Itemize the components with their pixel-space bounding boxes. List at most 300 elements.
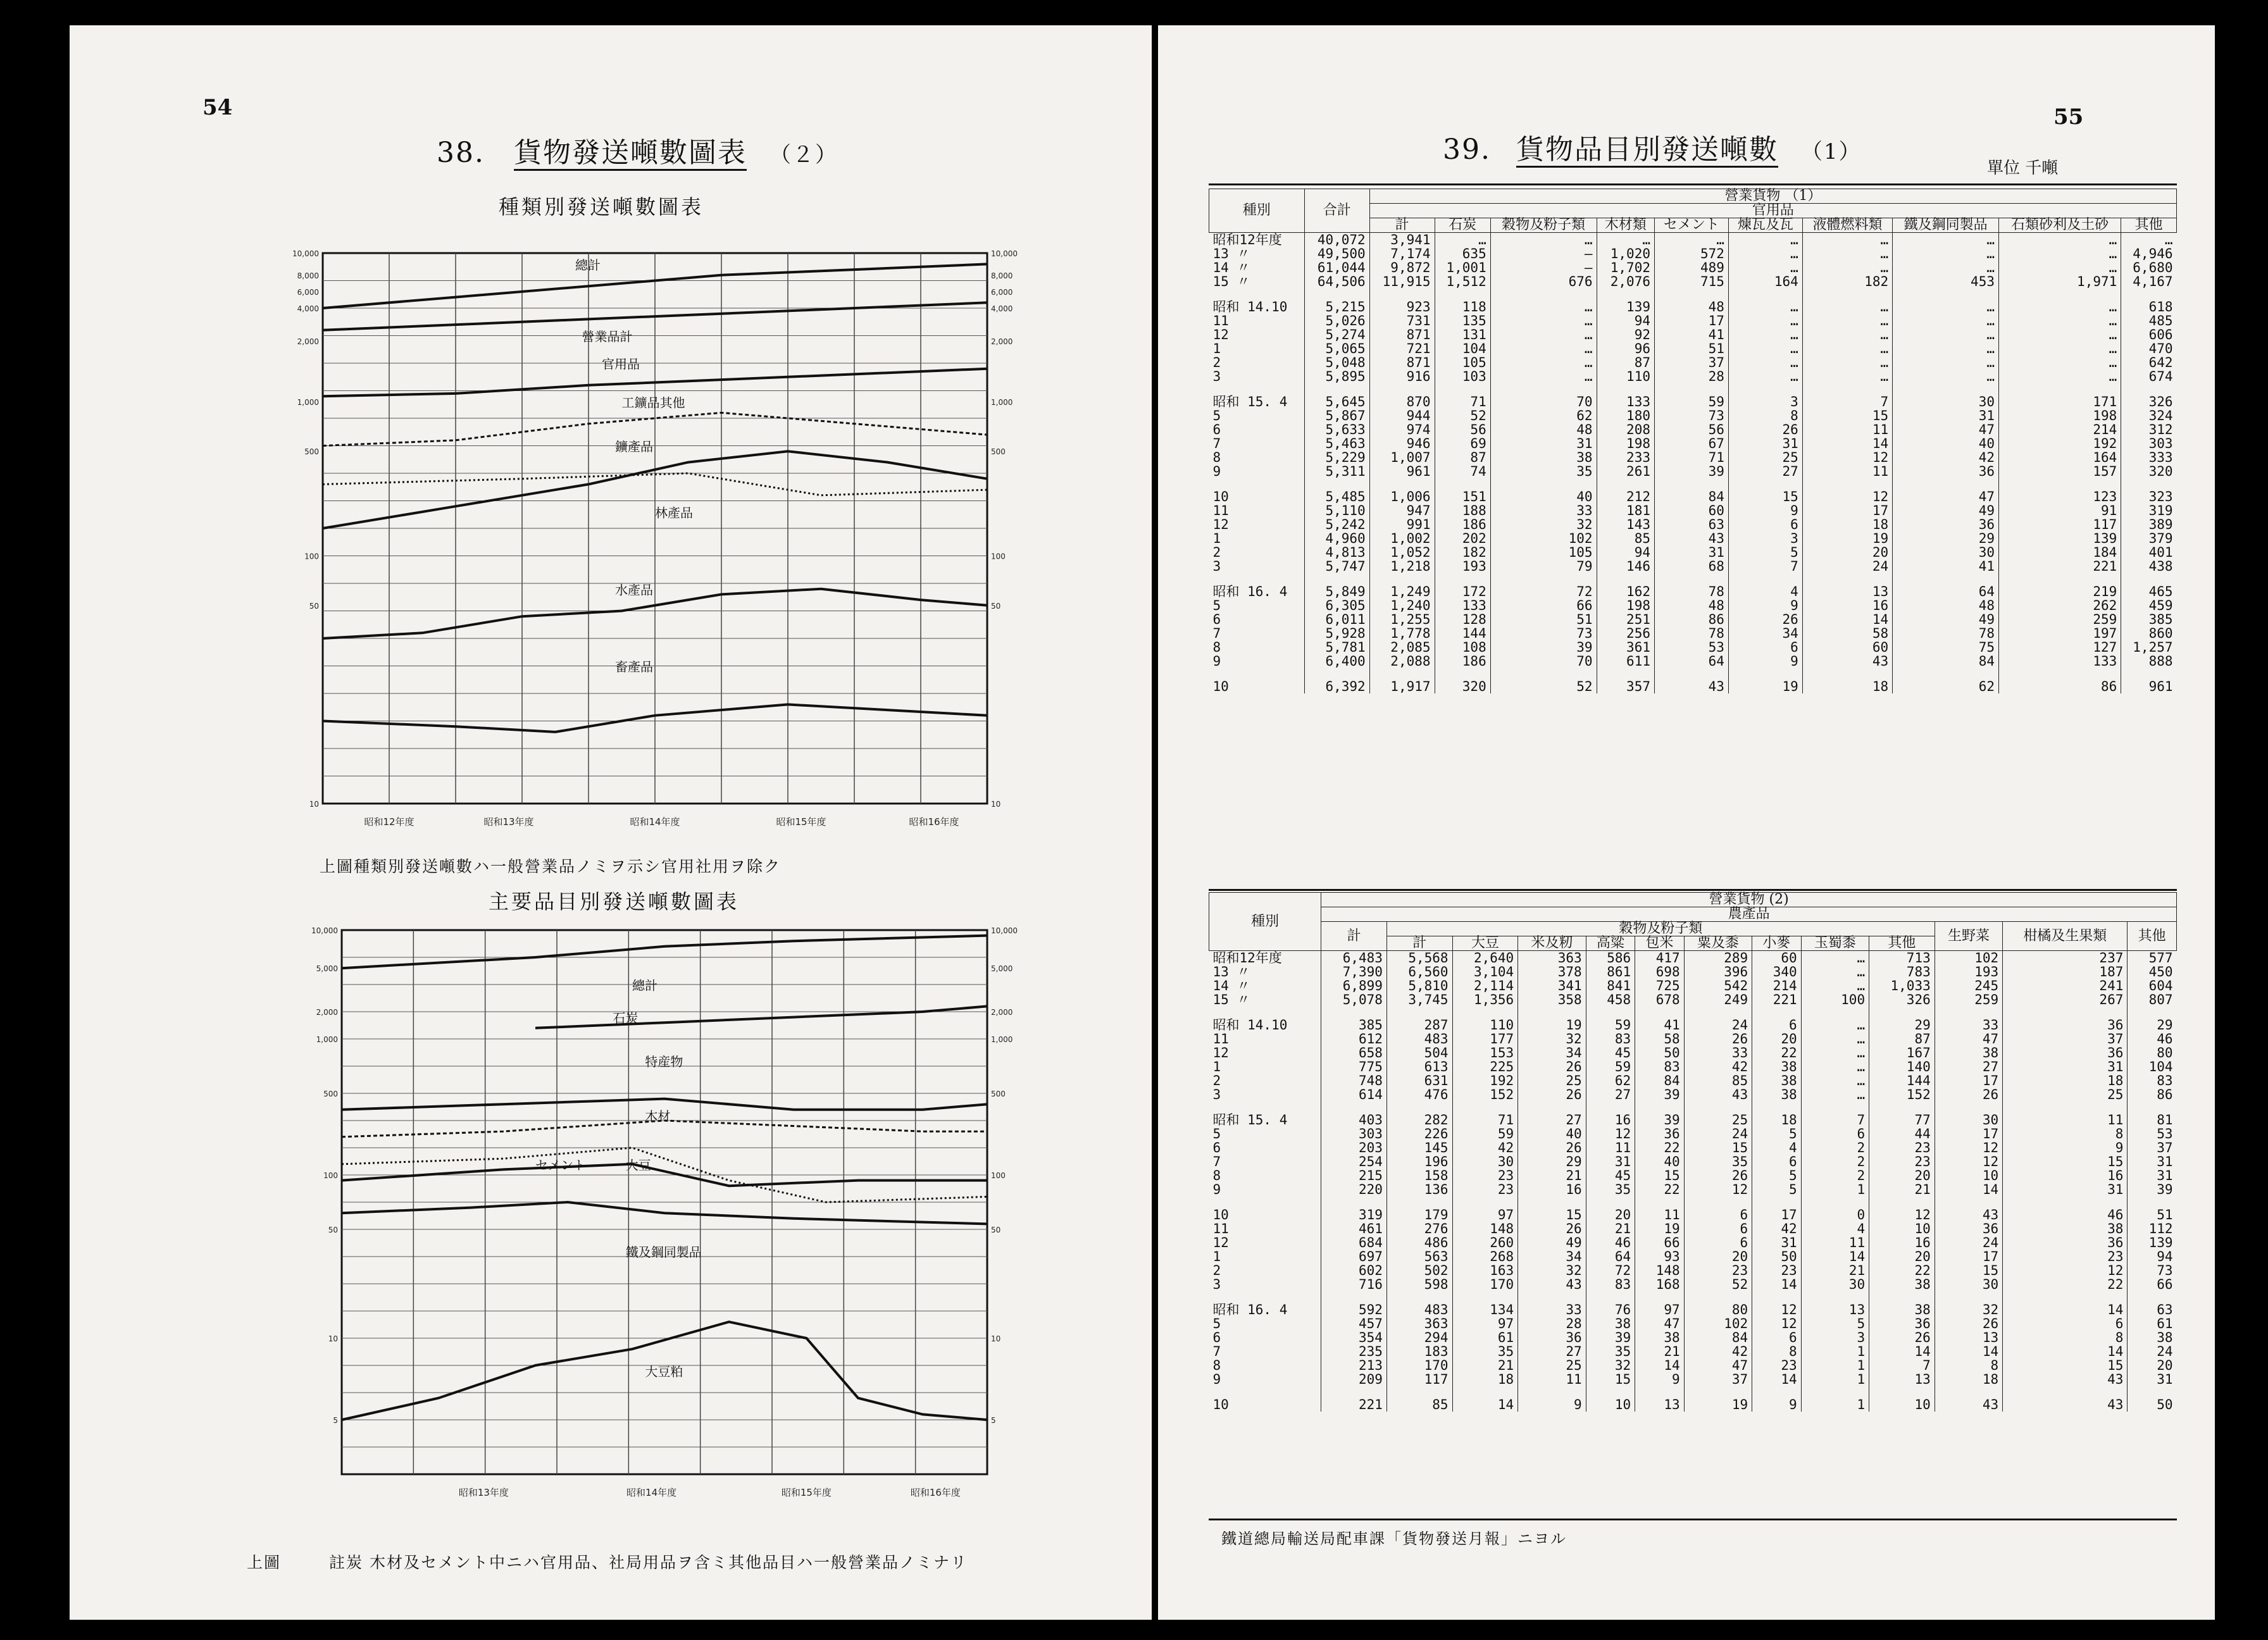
- table-cell: 86: [1654, 612, 1728, 626]
- table-row: [1209, 979, 2177, 993]
- table-cell: 215: [1321, 1169, 1387, 1183]
- table-cell: 13: [1801, 1303, 1869, 1317]
- th-other2: 其他: [2128, 922, 2177, 951]
- th-group: 營業貨物 （1）: [1369, 189, 2176, 204]
- table-cell: 6: [1684, 1208, 1752, 1222]
- table-cell: 586: [1586, 951, 1635, 966]
- table-cell: 326: [2121, 395, 2177, 409]
- table-cell: 453: [1893, 275, 1999, 289]
- table-cell: 164: [1728, 275, 1802, 289]
- table-cell: …: [1728, 342, 1802, 356]
- table-cell: 219: [1998, 585, 2121, 599]
- table-cell: 50: [1635, 1046, 1685, 1060]
- table-cell: 112: [2128, 1222, 2177, 1236]
- table-cell: 193: [1435, 559, 1490, 573]
- table-gap-row: [1209, 1291, 2177, 1303]
- table-cell: 870: [1369, 395, 1435, 409]
- table-cell: 27: [1935, 1060, 2002, 1074]
- y-tick-label: 100: [304, 552, 319, 561]
- table-cell: 43: [1935, 1208, 2002, 1222]
- table-row: [1209, 559, 2177, 573]
- table-cell: 1,249: [1369, 585, 1435, 599]
- series-label: 林產品: [655, 505, 693, 521]
- table-cell: 61,044: [1304, 261, 1369, 275]
- table-cell: 56: [1654, 423, 1728, 437]
- table-cell: …: [1998, 356, 2121, 370]
- table-cell: …: [1998, 314, 2121, 328]
- table-cell: 31: [1490, 437, 1597, 450]
- table-cell: 697: [1321, 1250, 1387, 1264]
- table-row: [1209, 1331, 2177, 1345]
- table-cell: 678: [1635, 993, 1685, 1007]
- table-cell: 61: [1452, 1331, 1518, 1345]
- table-cell: 483: [1386, 1032, 1452, 1046]
- table-row: [1209, 395, 2177, 409]
- table-cell: 33: [1518, 1303, 1586, 1317]
- table-cell: 94: [1597, 314, 1654, 328]
- table-cell: 27: [1518, 1345, 1586, 1358]
- table-cell: 9: [2003, 1141, 2128, 1155]
- column-header: 液體燃料類: [1802, 218, 1892, 233]
- table-cell: 133: [1597, 395, 1654, 409]
- table-cell: 6,680: [2121, 261, 2177, 275]
- table-cell: …: [1801, 1074, 1869, 1088]
- table-cell: 18: [1452, 1372, 1518, 1386]
- table-cell: 19: [1802, 531, 1892, 545]
- y-tick-label: 1,000: [991, 397, 1013, 407]
- table-cell: 12: [1586, 1127, 1635, 1141]
- table-cell: 221: [1998, 559, 2121, 573]
- table-cell: 85: [1386, 1398, 1452, 1412]
- table-cell: 51: [1490, 612, 1597, 626]
- column-header: 大豆: [1452, 936, 1518, 951]
- x-tick-label: 昭和13年度: [458, 1487, 509, 1498]
- table-cell: 105: [1490, 545, 1597, 559]
- row-label: 5: [1212, 1126, 1221, 1141]
- table-cell: 41: [1654, 328, 1728, 342]
- row-label: 10: [1212, 1397, 1229, 1412]
- table-cell: 152: [1452, 1088, 1518, 1102]
- series-label: 官用品: [602, 356, 640, 372]
- table-cell: 46: [2003, 1208, 2128, 1222]
- table-cell: 25: [1684, 1113, 1752, 1127]
- table-cell: 974: [1369, 423, 1435, 437]
- table-cell: 162: [1597, 585, 1654, 599]
- table-cell: 450: [2128, 965, 2177, 979]
- table-row: [1209, 1236, 2177, 1250]
- table-cell: 23: [1684, 1264, 1752, 1277]
- table-cell: 860: [2121, 626, 2177, 640]
- table-cell: 86: [2128, 1088, 2177, 1102]
- table-cell: 6,400: [1304, 654, 1369, 668]
- table-cell: 2,640: [1452, 951, 1518, 966]
- table-cell: 105: [1435, 356, 1490, 370]
- table-cell: 26: [1518, 1088, 1586, 1102]
- table-cell: 11,915: [1369, 275, 1435, 289]
- table-cell: 27: [1518, 1113, 1586, 1127]
- table-cell: 168: [1635, 1277, 1685, 1291]
- table-cell: 260: [1452, 1236, 1518, 1250]
- series-label: セメント: [535, 1157, 586, 1173]
- table-cell: 64,506: [1304, 275, 1369, 289]
- table-cell: 40: [1635, 1155, 1685, 1169]
- table-cell: 31: [1654, 545, 1728, 559]
- row-label: 12: [1212, 327, 1229, 342]
- table-cell: 92: [1597, 328, 1654, 342]
- table-cell: 2,076: [1597, 275, 1654, 289]
- table-cell: 36: [1893, 464, 1999, 478]
- table-cell: 146: [1597, 559, 1654, 573]
- series-label: 水產品: [615, 582, 653, 598]
- chart2: [310, 911, 1031, 1525]
- y-tick-label: 2,000: [316, 1008, 338, 1017]
- table-row: [1209, 423, 2177, 437]
- row-label: 9: [1212, 654, 1221, 669]
- table-cell: 25: [1518, 1358, 1586, 1372]
- y-tick-label: 100: [991, 1171, 1006, 1180]
- table-cell: 39: [1635, 1088, 1685, 1102]
- table-cell: 5,849: [1304, 585, 1369, 599]
- table-cell: 5,895: [1304, 370, 1369, 383]
- bottom-rule: [1209, 1519, 2177, 1520]
- y-tick-label: 50: [991, 601, 1001, 611]
- row-label: 6: [1212, 422, 1221, 437]
- table-cell: 186: [1435, 654, 1490, 668]
- table-cell: 888: [2121, 654, 2177, 668]
- y-tick-label: 2,000: [297, 337, 319, 347]
- row-label: 7: [1212, 436, 1221, 451]
- table-cell: …: [1728, 233, 1802, 247]
- table-cell: …: [1802, 342, 1892, 356]
- table-cell: 46: [2128, 1032, 2177, 1046]
- table-cell: 991: [1369, 518, 1435, 531]
- table-cell: 39: [1635, 1113, 1685, 1127]
- table-cell: 36: [2003, 1018, 2128, 1032]
- table-cell: …: [1893, 342, 1999, 356]
- table-cell: 323: [2121, 490, 2177, 504]
- table-cell: 26: [1935, 1317, 2002, 1331]
- table-cell: 9: [1518, 1398, 1586, 1412]
- table-cell: 16: [1802, 599, 1892, 612]
- row-label: 11: [1212, 1031, 1229, 1047]
- table-cell: 12: [1869, 1208, 1935, 1222]
- table-cell: 7,390: [1321, 965, 1387, 979]
- table-cell: 225: [1452, 1060, 1518, 1074]
- table-cell: 24: [1684, 1018, 1752, 1032]
- row-label: 14 〃: [1212, 260, 1250, 275]
- table-row: [1209, 328, 2177, 342]
- table-cell: 658: [1321, 1046, 1387, 1060]
- table-cell: 59: [1452, 1127, 1518, 1141]
- table-cell: 62: [1586, 1074, 1635, 1088]
- table-cell: 1,257: [2121, 640, 2177, 654]
- table-cell: 542: [1684, 979, 1752, 993]
- table-cell: …: [1998, 233, 2121, 247]
- row-label: 昭和12年度: [1212, 232, 1282, 247]
- table-cell: 49,500: [1304, 247, 1369, 261]
- table-cell: 26: [1728, 612, 1802, 626]
- table-cell: 94: [2128, 1250, 2177, 1264]
- row-label: 11: [1212, 503, 1229, 518]
- table-cell: 148: [1635, 1264, 1685, 1277]
- table-cell: 4: [1728, 585, 1802, 599]
- y-tick-label: 1,000: [991, 1035, 1013, 1044]
- table-cell: 179: [1386, 1208, 1452, 1222]
- table-cell: —: [1490, 247, 1597, 261]
- table-row: [1209, 1372, 2177, 1386]
- table-cell: 14: [1935, 1183, 2002, 1196]
- table-cell: 1,240: [1369, 599, 1435, 612]
- table-cell: 29: [1869, 1018, 1935, 1032]
- th-type: 種別: [1209, 189, 1305, 233]
- table-cell: 1,971: [1998, 275, 2121, 289]
- table-cell: …: [1728, 370, 1802, 383]
- table-cell: 13: [1869, 1372, 1935, 1386]
- table-cell: …: [1998, 342, 2121, 356]
- table-cell: 21: [1801, 1264, 1869, 1277]
- table-cell: 83: [1635, 1060, 1685, 1074]
- table-cell: 23: [1752, 1264, 1802, 1277]
- table-cell: 21: [1518, 1169, 1586, 1183]
- table-cell: 9: [1752, 1398, 1802, 1412]
- y-tick-label: 5,000: [991, 964, 1013, 974]
- table-cell: 470: [2121, 342, 2177, 356]
- table-cell: 631: [1386, 1074, 1452, 1088]
- table-cell: 6,483: [1321, 951, 1387, 966]
- table-cell: 87: [1869, 1032, 1935, 1046]
- table-cell: 31: [2128, 1169, 2177, 1183]
- table-gap-row: [1209, 289, 2177, 300]
- table-cell: 3,104: [1452, 965, 1518, 979]
- table-cell: 158: [1386, 1169, 1452, 1183]
- table-cell: 24: [1935, 1236, 2002, 1250]
- freight-table-2: [1209, 892, 2177, 1412]
- table-cell: 7: [1802, 395, 1892, 409]
- y-tick-label: 4,000: [991, 304, 1013, 313]
- table-cell: 28: [1654, 370, 1728, 383]
- table-row: [1209, 965, 2177, 979]
- table-cell: 303: [2121, 437, 2177, 450]
- table-cell: 193: [1935, 965, 2002, 979]
- table-cell: 143: [1597, 518, 1654, 531]
- row-label: 3: [1212, 1277, 1221, 1292]
- row-label: 9: [1212, 1182, 1221, 1197]
- table-cell: 18: [2003, 1074, 2128, 1088]
- table-row: [1209, 342, 2177, 356]
- table-cell: 9: [1728, 654, 1802, 668]
- x-tick-label: 昭和16年度: [909, 816, 959, 828]
- table-cell: 31: [1728, 437, 1802, 450]
- table-row: [1209, 1046, 2177, 1060]
- table-cell: 614: [1321, 1088, 1387, 1102]
- table-row: [1209, 1113, 2177, 1127]
- row-label: 昭和 14.10: [1212, 299, 1288, 314]
- table-cell: 43: [1518, 1277, 1586, 1291]
- table-row: [1209, 654, 2177, 668]
- x-tick-label: 昭和12年度: [364, 816, 414, 828]
- table-cell: 5,229: [1304, 450, 1369, 464]
- table-cell: 1,033: [1869, 979, 1935, 993]
- table-cell: …: [1654, 233, 1728, 247]
- table-cell: 6,899: [1321, 979, 1387, 993]
- table-row: [1209, 409, 2177, 423]
- table-cell: 38: [1490, 450, 1597, 464]
- table-cell: 39: [1586, 1331, 1635, 1345]
- table-cell: 15: [1935, 1264, 2002, 1277]
- row-label: 15 〃: [1212, 992, 1250, 1007]
- table-cell: 85: [1597, 531, 1654, 545]
- table-cell: 1: [1801, 1398, 1869, 1412]
- table-cell: 151: [1435, 490, 1490, 504]
- table-cell: 127: [1998, 640, 2121, 654]
- table-cell: 17: [1935, 1127, 2002, 1141]
- section-title: [437, 130, 838, 170]
- table-cell: 1,512: [1435, 275, 1490, 289]
- table-cell: 91: [1998, 504, 2121, 518]
- table-row: [1209, 356, 2177, 370]
- table-row: [1209, 585, 2177, 599]
- table-cell: 602: [1321, 1264, 1387, 1277]
- table-cell: 29: [1893, 531, 1999, 545]
- table-cell: 184: [1998, 545, 2121, 559]
- series-label: 木材: [645, 1109, 671, 1124]
- column-header: 煉瓦及瓦: [1728, 218, 1802, 233]
- table-cell: 64: [1586, 1250, 1635, 1264]
- table-cell: …: [1490, 314, 1597, 328]
- y-tick-label: 8,000: [297, 271, 319, 280]
- table-cell: 19: [1684, 1398, 1752, 1412]
- table-row: [1209, 233, 2177, 247]
- table-cell: 19: [1728, 680, 1802, 693]
- table-cell: 363: [1518, 951, 1586, 966]
- table-cell: 148: [1452, 1222, 1518, 1236]
- column-header: 計: [1386, 936, 1452, 951]
- th-subgroup: 官用品: [1369, 204, 2176, 218]
- table-cell: 674: [2121, 370, 2177, 383]
- table-row: [1209, 993, 2177, 1007]
- table-cell: 15: [1802, 409, 1892, 423]
- table-cell: 47: [1635, 1317, 1685, 1331]
- table-cell: 3: [1728, 395, 1802, 409]
- page-number: 55: [2053, 104, 2084, 130]
- table-cell: 62: [1490, 409, 1597, 423]
- table-cell: 139: [2128, 1236, 2177, 1250]
- series-line: [342, 1202, 987, 1224]
- table-cell: 110: [1597, 370, 1654, 383]
- table-cell: 6: [1801, 1127, 1869, 1141]
- table-cell: 5,078: [1321, 993, 1387, 1007]
- table-cell: 326: [1869, 993, 1935, 1007]
- table-row: [1209, 1345, 2177, 1358]
- table-cell: …: [1801, 1046, 1869, 1060]
- row-label: 5: [1212, 408, 1221, 423]
- table-row: [1209, 1222, 2177, 1236]
- table-cell: 221: [1752, 993, 1802, 1007]
- table-cell: 35: [1490, 464, 1597, 478]
- series-line: [535, 1006, 987, 1028]
- table-cell: 61: [2128, 1317, 2177, 1331]
- series-line: [342, 936, 987, 969]
- table-cell: 37: [2003, 1032, 2128, 1046]
- table-cell: 163: [1452, 1264, 1518, 1277]
- table-cell: 42: [1684, 1345, 1752, 1358]
- table-cell: 485: [2121, 314, 2177, 328]
- table-cell: 14: [1752, 1277, 1802, 1291]
- table-cell: 947: [1369, 504, 1435, 518]
- table-cell: 6: [1728, 518, 1802, 531]
- table-cell: 7: [1869, 1358, 1935, 1372]
- x-tick-label: 昭和14年度: [626, 1487, 677, 1498]
- series-label: 鐵及鋼同製品: [625, 1245, 702, 1260]
- table-cell: 40,072: [1304, 233, 1369, 247]
- right-page: [1158, 25, 2215, 1620]
- table-cell: 357: [1597, 680, 1654, 693]
- table-gap-row: [1209, 573, 2177, 585]
- unit-label: 單位 千噸: [1987, 159, 2059, 178]
- table-cell: 70: [1490, 395, 1597, 409]
- table-cell: 676: [1490, 275, 1597, 289]
- table-cell: 17: [1935, 1074, 2002, 1088]
- table-cell: 35: [1452, 1345, 1518, 1358]
- table-cell: 62: [1893, 680, 1999, 693]
- table-cell: 45: [1586, 1169, 1635, 1183]
- table-cell: 85: [1684, 1074, 1752, 1088]
- table-cell: 684: [1321, 1236, 1387, 1250]
- y-tick-label: 50: [309, 601, 319, 611]
- table-cell: 11: [1586, 1141, 1635, 1155]
- table-cell: 182: [1435, 545, 1490, 559]
- row-label: 13 〃: [1212, 964, 1250, 979]
- y-tick-label: 50: [991, 1226, 1001, 1234]
- table-cell: 52: [1490, 680, 1597, 693]
- table-cell: 483: [1386, 1303, 1452, 1317]
- table-cell: 135: [1435, 314, 1490, 328]
- table-cell: 84: [1893, 654, 1999, 668]
- table-cell: 5,568: [1386, 951, 1452, 966]
- table-cell: 209: [1321, 1372, 1387, 1386]
- th-fruit: 柑橘及生果類: [2003, 922, 2128, 951]
- y-tick-label: 500: [991, 447, 1006, 457]
- table-cell: 731: [1369, 314, 1435, 328]
- table-cell: 14: [1801, 1250, 1869, 1264]
- table-cell: 73: [2128, 1264, 2177, 1277]
- table-cell: 33: [1935, 1018, 2002, 1032]
- table-cell: 6: [2003, 1317, 2128, 1331]
- y-tick-label: 8,000: [991, 271, 1013, 280]
- table-row: [1209, 1060, 2177, 1074]
- table-cell: …: [1893, 314, 1999, 328]
- table-cell: 35: [1586, 1345, 1635, 1358]
- table-cell: 144: [1869, 1074, 1935, 1088]
- table-cell: 1,002: [1369, 531, 1435, 545]
- table-cell: 944: [1369, 409, 1435, 423]
- table-gap-row: [1209, 1196, 2177, 1208]
- table-cell: 192: [1452, 1074, 1518, 1088]
- table-cell: 197: [1998, 626, 2121, 640]
- title-text: 貨物品目別發送噸數: [1516, 134, 1778, 168]
- row-label: 14 〃: [1212, 978, 1250, 993]
- table-cell: 642: [2121, 356, 2177, 370]
- table-cell: 12: [2003, 1264, 2128, 1277]
- table-cell: 12: [1752, 1317, 1802, 1331]
- table-cell: 136: [1386, 1183, 1452, 1196]
- table-cell: 861: [1586, 965, 1635, 979]
- table-cell: 196: [1386, 1155, 1452, 1169]
- table-row: [1209, 1074, 2177, 1088]
- left-page: [70, 25, 1152, 1620]
- table-cell: 140: [1869, 1060, 1935, 1074]
- table-cell: 25: [1518, 1074, 1586, 1088]
